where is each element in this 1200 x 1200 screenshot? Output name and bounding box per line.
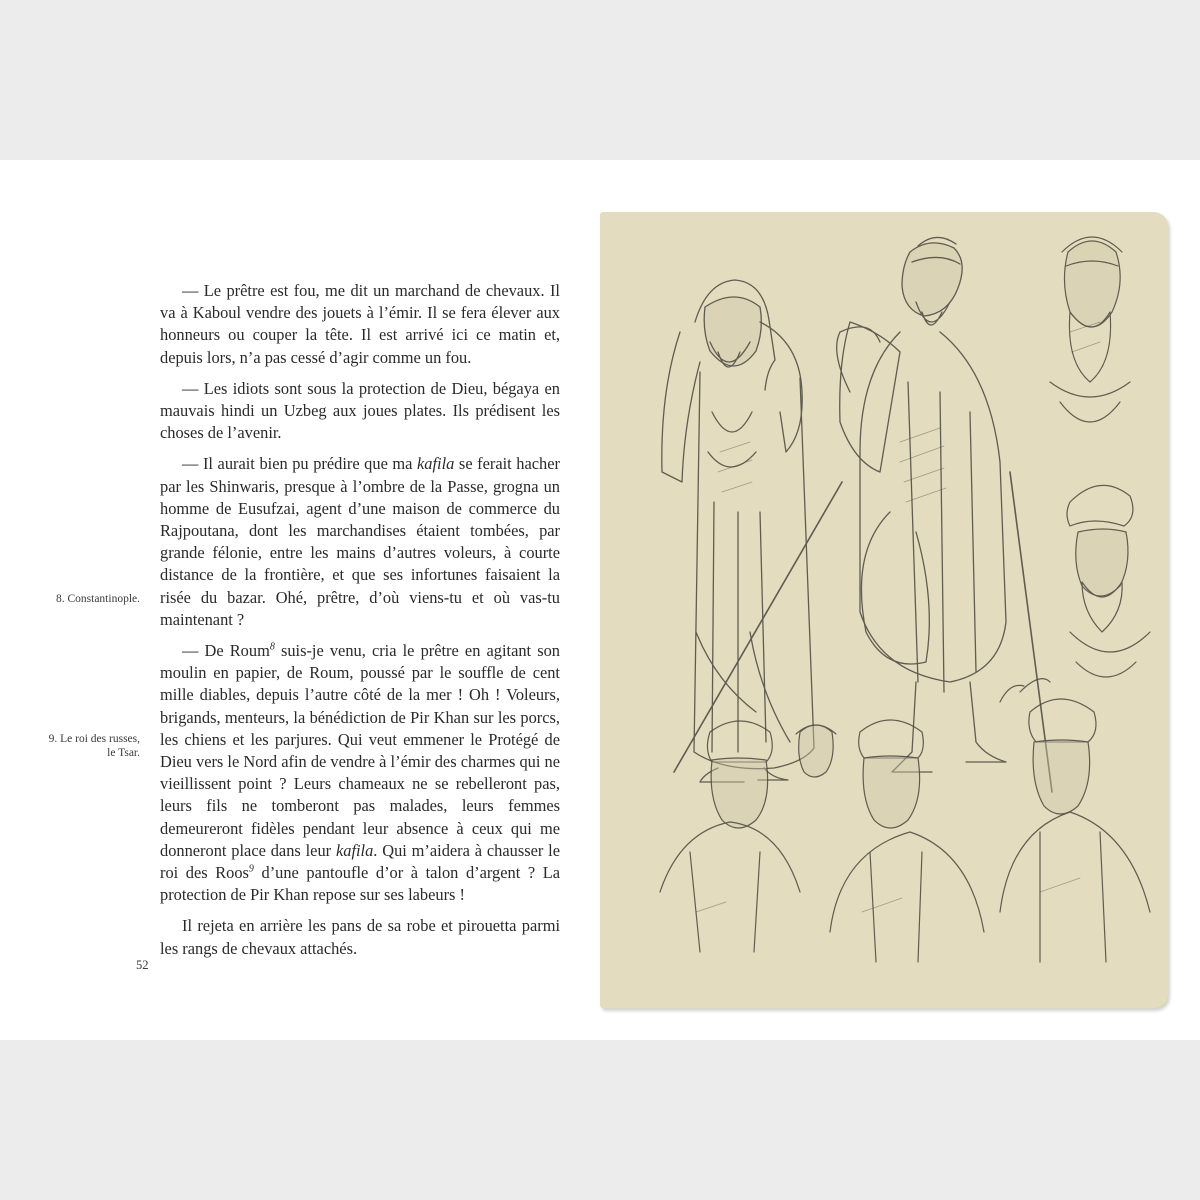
paragraph-4 [160, 640, 560, 906]
figure-head-top-right [1050, 237, 1130, 422]
paragraph-4-part-1: — De Roum [182, 641, 270, 661]
figure-busts-bottom-row [660, 679, 1150, 962]
sketch-drawing [600, 212, 1168, 1008]
figure-head-right-middle [1067, 485, 1150, 677]
footnote-9 [20, 732, 140, 760]
paragraph-3-part-2: se ferait hacher par les Shinwaris, presque à l’ombre de la Passe, grogna un homme de Eusufzai, agent d’une maison de commerce du Rajpoutana, dont les marchandises étaient tombées, par grande félonie, entre les mains d’autres voleurs, à courte distance de la frontière, et que ses infortunes faisaient la risée du bazar. Ohé, prêtre, d’où viens-tu et où vas-tu maintenant ? [160, 454, 560, 629]
paragraph-3-part-1: — Il aurait bien pu prédire que ma [182, 454, 418, 474]
paragraph-2: — Les idiots sont sous la protection de Dieu, bégaya en mauvais hindi un Uzbeg aux joues plates. Ils prédisent les choses de l’avenir. [160, 378, 560, 443]
footnote-8: 8. Constantinople. [55, 593, 140, 605]
paragraph-1: — Le prêtre est fou, me dit un marchand de chevaux. Il va à Kaboul vendre des jouets à l’émir. Il se fera élever aux honneurs ou couper la tête. Il est arrivé ici ce matin et, depuis lors, n’a pas cessé d’agir comme un fou. [160, 281, 560, 367]
figure-traveller-with-pack [837, 237, 1052, 792]
text-column [160, 280, 560, 969]
figure-robed-priest [662, 280, 842, 782]
italic-word-kafila: kafila [417, 454, 455, 474]
italic-word-kafila-2: kafila [335, 840, 374, 860]
footnote-9-line-2: le Tsar. [107, 747, 140, 759]
footnote-9-line-1: 9. Le roi des russes, [48, 733, 140, 745]
paragraph-5: Il rejeta en arrière les pans de sa robe et pirouetta parmi les rangs de chevaux attachés. [160, 916, 560, 958]
pencil-sketch-illustration [600, 212, 1168, 1008]
paragraph-3 [160, 453, 560, 631]
page-number: 52 [136, 958, 149, 972]
paragraph-4-part-2: suis-je venu, cria le prêtre en agitant son moulin en papier, de Roum, poussé par le souffle de cent mille diables, depuis l’autre côté de la mer ! Oh ! Voleurs, brigands, menteurs, la bénédiction de Pir Khan sur les porcs, les chiens et les parjures. Qui veut emmener le Protégé de Dieu vers le Nord afin de vendre à l’émir des charmes qui ne vieillissent point ? Leurs chameaux ne se rebelleront pas, leurs fils ne tomberont pas malades, leurs femmes demeureront fidèles pendant leur absence à ceux qui me donneront place dans leur [160, 641, 560, 860]
paragraph-4-part-3: . Qui m’aidera à chausser le roi des Roos [160, 840, 561, 883]
footnote-ref-9: 9 [248, 863, 254, 875]
footnote-ref-8: 8 [269, 641, 275, 653]
book-spread [0, 160, 1200, 1040]
paragraph-4-part-4: d’une pantoufle d’or à talon d’argent ? La protection de Pir Khan repose sur ses labeurs ! [160, 863, 560, 905]
